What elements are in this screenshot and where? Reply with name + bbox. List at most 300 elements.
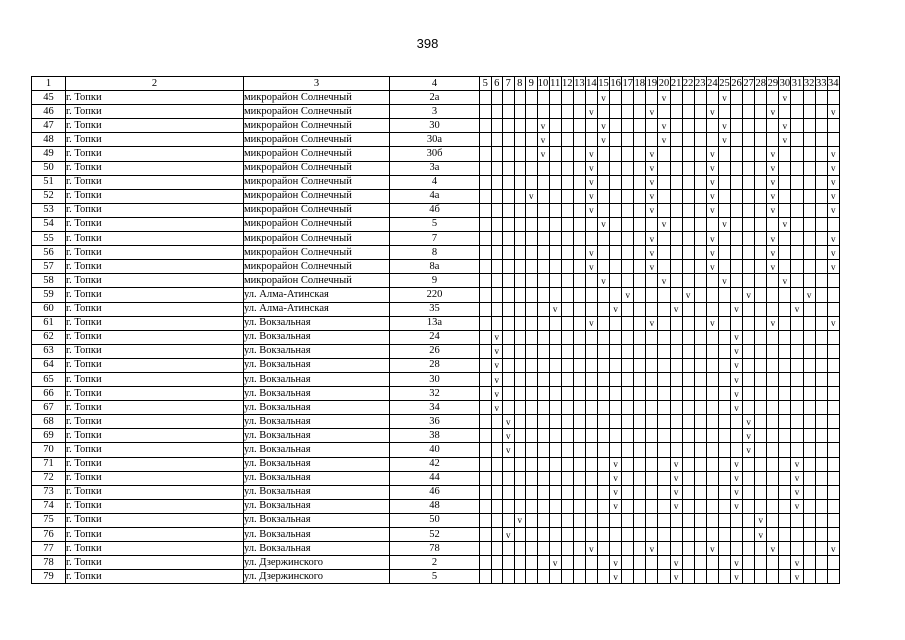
empty-cell [491, 274, 503, 288]
empty-cell [597, 528, 609, 542]
empty-cell [743, 217, 755, 231]
empty-cell [694, 528, 706, 542]
empty-cell [718, 401, 730, 415]
empty-cell [670, 387, 682, 401]
empty-cell [503, 161, 515, 175]
house-cell: 40 [390, 443, 480, 457]
empty-cell [514, 217, 526, 231]
check-mark-cell: v [791, 556, 803, 570]
check-mark-cell: v [646, 246, 658, 260]
empty-cell [561, 232, 573, 246]
empty-cell [815, 260, 827, 274]
empty-cell [610, 429, 622, 443]
empty-cell [514, 499, 526, 513]
empty-cell [597, 147, 609, 161]
empty-cell [815, 147, 827, 161]
check-mark-cell: v [646, 161, 658, 175]
check-mark-cell: v [491, 358, 503, 372]
empty-cell [549, 288, 561, 302]
empty-cell [549, 344, 561, 358]
empty-cell [561, 513, 573, 527]
empty-cell [514, 246, 526, 260]
empty-cell [561, 274, 573, 288]
row-number: 75 [32, 513, 66, 527]
city-cell: г. Топки [66, 513, 244, 527]
empty-cell [573, 260, 585, 274]
empty-cell [743, 556, 755, 570]
empty-cell [658, 330, 670, 344]
empty-cell [791, 528, 803, 542]
empty-cell [779, 246, 791, 260]
empty-cell [480, 471, 492, 485]
empty-cell [803, 415, 815, 429]
street-cell: микрорайон Солнечный [244, 246, 390, 260]
empty-cell [779, 457, 791, 471]
check-mark-cell: v [706, 260, 718, 274]
empty-cell [597, 203, 609, 217]
check-mark-cell: v [706, 147, 718, 161]
empty-cell [491, 513, 503, 527]
empty-cell [634, 274, 646, 288]
empty-cell [803, 133, 815, 147]
empty-cell [682, 358, 694, 372]
empty-cell [549, 119, 561, 133]
empty-cell [706, 91, 718, 105]
empty-cell [706, 528, 718, 542]
row-number: 73 [32, 485, 66, 499]
empty-cell [514, 429, 526, 443]
empty-cell [791, 105, 803, 119]
empty-cell [694, 457, 706, 471]
empty-cell [514, 302, 526, 316]
empty-cell [755, 288, 767, 302]
empty-cell [514, 147, 526, 161]
table-row [32, 119, 840, 133]
empty-cell [755, 485, 767, 499]
empty-cell [706, 387, 718, 401]
empty-cell [646, 302, 658, 316]
check-mark-cell: v [779, 133, 791, 147]
table-body [32, 91, 840, 584]
column-header-18: 18 [634, 77, 646, 91]
empty-cell [514, 105, 526, 119]
empty-cell [622, 189, 634, 203]
empty-cell [803, 217, 815, 231]
empty-cell [514, 175, 526, 189]
house-cell: 44 [390, 471, 480, 485]
empty-cell [537, 415, 549, 429]
empty-cell [646, 330, 658, 344]
empty-cell [491, 203, 503, 217]
check-mark-cell: v [610, 499, 622, 513]
empty-cell [670, 344, 682, 358]
empty-cell [597, 415, 609, 429]
table-row [32, 105, 840, 119]
empty-cell [779, 316, 791, 330]
empty-cell [514, 260, 526, 274]
empty-cell [827, 443, 839, 457]
empty-cell [718, 499, 730, 513]
empty-cell [561, 189, 573, 203]
row-number: 45 [32, 91, 66, 105]
house-cell: 30б [390, 147, 480, 161]
empty-cell [779, 232, 791, 246]
empty-cell [573, 133, 585, 147]
empty-cell [682, 372, 694, 386]
empty-cell [682, 457, 694, 471]
empty-cell [755, 387, 767, 401]
empty-cell [803, 246, 815, 260]
empty-cell [537, 105, 549, 119]
empty-cell [815, 499, 827, 513]
empty-cell [526, 217, 538, 231]
empty-cell [549, 401, 561, 415]
empty-cell [480, 344, 492, 358]
empty-cell [610, 274, 622, 288]
street-cell: микрорайон Солнечный [244, 217, 390, 231]
empty-cell [537, 401, 549, 415]
house-cell: 35 [390, 302, 480, 316]
house-cell: 42 [390, 457, 480, 471]
empty-cell [803, 556, 815, 570]
empty-cell [646, 528, 658, 542]
empty-cell [718, 429, 730, 443]
empty-cell [767, 133, 779, 147]
empty-cell [743, 203, 755, 217]
empty-cell [634, 316, 646, 330]
empty-cell [573, 189, 585, 203]
empty-cell [573, 485, 585, 499]
row-number: 58 [32, 274, 66, 288]
empty-cell [682, 217, 694, 231]
empty-cell [682, 485, 694, 499]
empty-cell [779, 528, 791, 542]
empty-cell [597, 232, 609, 246]
empty-cell [503, 457, 515, 471]
house-cell: 4а [390, 189, 480, 203]
column-header-6: 6 [491, 77, 503, 91]
empty-cell [585, 217, 597, 231]
empty-cell [610, 203, 622, 217]
empty-cell [537, 274, 549, 288]
empty-cell [585, 556, 597, 570]
empty-cell [597, 105, 609, 119]
empty-cell [791, 344, 803, 358]
empty-cell [503, 133, 515, 147]
street-cell: микрорайон Солнечный [244, 274, 390, 288]
empty-cell [646, 288, 658, 302]
empty-cell [706, 288, 718, 302]
check-mark-cell: v [731, 330, 743, 344]
empty-cell [706, 499, 718, 513]
empty-cell [634, 344, 646, 358]
empty-cell [597, 485, 609, 499]
check-mark-cell: v [827, 542, 839, 556]
empty-cell [658, 189, 670, 203]
empty-cell [561, 528, 573, 542]
empty-cell [694, 288, 706, 302]
street-cell: микрорайон Солнечный [244, 175, 390, 189]
empty-cell [480, 161, 492, 175]
empty-cell [526, 556, 538, 570]
table-row [32, 499, 840, 513]
empty-cell [549, 429, 561, 443]
empty-cell [537, 429, 549, 443]
empty-cell [694, 429, 706, 443]
check-mark-cell: v [706, 189, 718, 203]
empty-cell [622, 358, 634, 372]
empty-cell [491, 570, 503, 584]
column-header-20: 20 [658, 77, 670, 91]
empty-cell [526, 570, 538, 584]
empty-cell [514, 556, 526, 570]
empty-cell [549, 485, 561, 499]
empty-cell [706, 358, 718, 372]
empty-cell [718, 203, 730, 217]
empty-cell [526, 105, 538, 119]
check-mark-cell: v [585, 542, 597, 556]
empty-cell [480, 513, 492, 527]
empty-cell [755, 358, 767, 372]
empty-cell [480, 274, 492, 288]
empty-cell [755, 161, 767, 175]
empty-cell [803, 147, 815, 161]
empty-cell [491, 471, 503, 485]
empty-cell [670, 119, 682, 133]
empty-cell [491, 147, 503, 161]
empty-cell [815, 246, 827, 260]
empty-cell [610, 443, 622, 457]
empty-cell [549, 274, 561, 288]
empty-cell [803, 274, 815, 288]
check-mark-cell: v [597, 91, 609, 105]
empty-cell [622, 330, 634, 344]
empty-cell [549, 147, 561, 161]
empty-cell [670, 542, 682, 556]
empty-cell [549, 91, 561, 105]
empty-cell [503, 485, 515, 499]
city-cell: г. Топки [66, 372, 244, 386]
empty-cell [503, 570, 515, 584]
empty-cell [634, 147, 646, 161]
empty-cell [491, 119, 503, 133]
empty-cell [827, 401, 839, 415]
check-mark-cell: v [827, 175, 839, 189]
empty-cell [622, 203, 634, 217]
table-row [32, 189, 840, 203]
empty-cell [573, 203, 585, 217]
empty-cell [658, 246, 670, 260]
empty-cell [491, 556, 503, 570]
empty-cell [503, 260, 515, 274]
empty-cell [767, 119, 779, 133]
empty-cell [573, 443, 585, 457]
empty-cell [549, 542, 561, 556]
row-number: 78 [32, 556, 66, 570]
empty-cell [815, 471, 827, 485]
city-cell: г. Топки [66, 556, 244, 570]
empty-cell [549, 570, 561, 584]
empty-cell [694, 302, 706, 316]
empty-cell [561, 147, 573, 161]
empty-cell [815, 161, 827, 175]
empty-cell [682, 246, 694, 260]
empty-cell [803, 542, 815, 556]
empty-cell [646, 358, 658, 372]
check-mark-cell: v [767, 316, 779, 330]
house-cell: 28 [390, 358, 480, 372]
empty-cell [585, 387, 597, 401]
check-mark-cell: v [706, 542, 718, 556]
check-mark-cell: v [827, 147, 839, 161]
empty-cell [526, 274, 538, 288]
empty-cell [815, 344, 827, 358]
check-mark-cell: v [731, 358, 743, 372]
empty-cell [597, 457, 609, 471]
empty-cell [755, 302, 767, 316]
empty-cell [755, 344, 767, 358]
empty-cell [779, 344, 791, 358]
empty-cell [827, 513, 839, 527]
empty-cell [622, 528, 634, 542]
empty-cell [549, 175, 561, 189]
empty-cell [503, 119, 515, 133]
empty-cell [779, 429, 791, 443]
column-header-16: 16 [610, 77, 622, 91]
empty-cell [610, 91, 622, 105]
empty-cell [803, 528, 815, 542]
empty-cell [514, 330, 526, 344]
check-mark-cell: v [670, 499, 682, 513]
check-mark-cell: v [682, 288, 694, 302]
empty-cell [503, 499, 515, 513]
empty-cell [480, 401, 492, 415]
row-number: 62 [32, 330, 66, 344]
city-cell: г. Топки [66, 429, 244, 443]
empty-cell [634, 513, 646, 527]
empty-cell [526, 401, 538, 415]
check-mark-cell: v [491, 401, 503, 415]
empty-cell [597, 302, 609, 316]
empty-cell [514, 274, 526, 288]
empty-cell [573, 91, 585, 105]
check-mark-cell: v [585, 189, 597, 203]
empty-cell [537, 513, 549, 527]
column-header-15: 15 [597, 77, 609, 91]
empty-cell [526, 513, 538, 527]
empty-cell [658, 542, 670, 556]
empty-cell [514, 119, 526, 133]
empty-cell [755, 175, 767, 189]
empty-cell [827, 429, 839, 443]
empty-cell [682, 401, 694, 415]
empty-cell [767, 387, 779, 401]
empty-cell [480, 119, 492, 133]
empty-cell [670, 147, 682, 161]
empty-cell [670, 443, 682, 457]
empty-cell [743, 358, 755, 372]
empty-cell [658, 175, 670, 189]
empty-cell [755, 274, 767, 288]
empty-cell [743, 457, 755, 471]
empty-cell [573, 358, 585, 372]
empty-cell [597, 316, 609, 330]
empty-cell [480, 105, 492, 119]
empty-cell [767, 288, 779, 302]
empty-cell [491, 105, 503, 119]
empty-cell [706, 415, 718, 429]
empty-cell [658, 513, 670, 527]
empty-cell [573, 542, 585, 556]
empty-cell [706, 302, 718, 316]
house-cell: 13а [390, 316, 480, 330]
check-mark-cell: v [670, 556, 682, 570]
empty-cell [767, 302, 779, 316]
empty-cell [622, 217, 634, 231]
empty-cell [743, 274, 755, 288]
check-mark-cell: v [610, 570, 622, 584]
row-number: 49 [32, 147, 66, 161]
empty-cell [597, 358, 609, 372]
empty-cell [634, 570, 646, 584]
check-mark-cell: v [597, 133, 609, 147]
empty-cell [526, 175, 538, 189]
empty-cell [573, 161, 585, 175]
row-number: 70 [32, 443, 66, 457]
empty-cell [791, 203, 803, 217]
empty-cell [634, 246, 646, 260]
empty-cell [815, 302, 827, 316]
city-cell: г. Топки [66, 316, 244, 330]
empty-cell [718, 232, 730, 246]
empty-cell [491, 542, 503, 556]
empty-cell [718, 358, 730, 372]
empty-cell [561, 372, 573, 386]
empty-cell [561, 471, 573, 485]
empty-cell [803, 570, 815, 584]
empty-cell [731, 288, 743, 302]
empty-cell [803, 499, 815, 513]
check-mark-cell: v [827, 232, 839, 246]
empty-cell [658, 147, 670, 161]
empty-cell [646, 217, 658, 231]
row-number: 61 [32, 316, 66, 330]
empty-cell [537, 175, 549, 189]
check-mark-cell: v [585, 105, 597, 119]
street-cell: ул. Вокзальная [244, 316, 390, 330]
empty-cell [815, 274, 827, 288]
empty-cell [718, 485, 730, 499]
empty-cell [634, 457, 646, 471]
empty-cell [526, 260, 538, 274]
check-mark-cell: v [706, 232, 718, 246]
city-cell: г. Топки [66, 485, 244, 499]
house-cell: 32 [390, 387, 480, 401]
empty-cell [658, 161, 670, 175]
house-cell: 3 [390, 105, 480, 119]
row-number: 74 [32, 499, 66, 513]
empty-cell [610, 232, 622, 246]
empty-cell [815, 203, 827, 217]
empty-cell [634, 260, 646, 274]
empty-cell [815, 401, 827, 415]
table-row [32, 232, 840, 246]
empty-cell [718, 542, 730, 556]
empty-cell [791, 91, 803, 105]
empty-cell [610, 217, 622, 231]
row-number: 56 [32, 246, 66, 260]
empty-cell [537, 91, 549, 105]
